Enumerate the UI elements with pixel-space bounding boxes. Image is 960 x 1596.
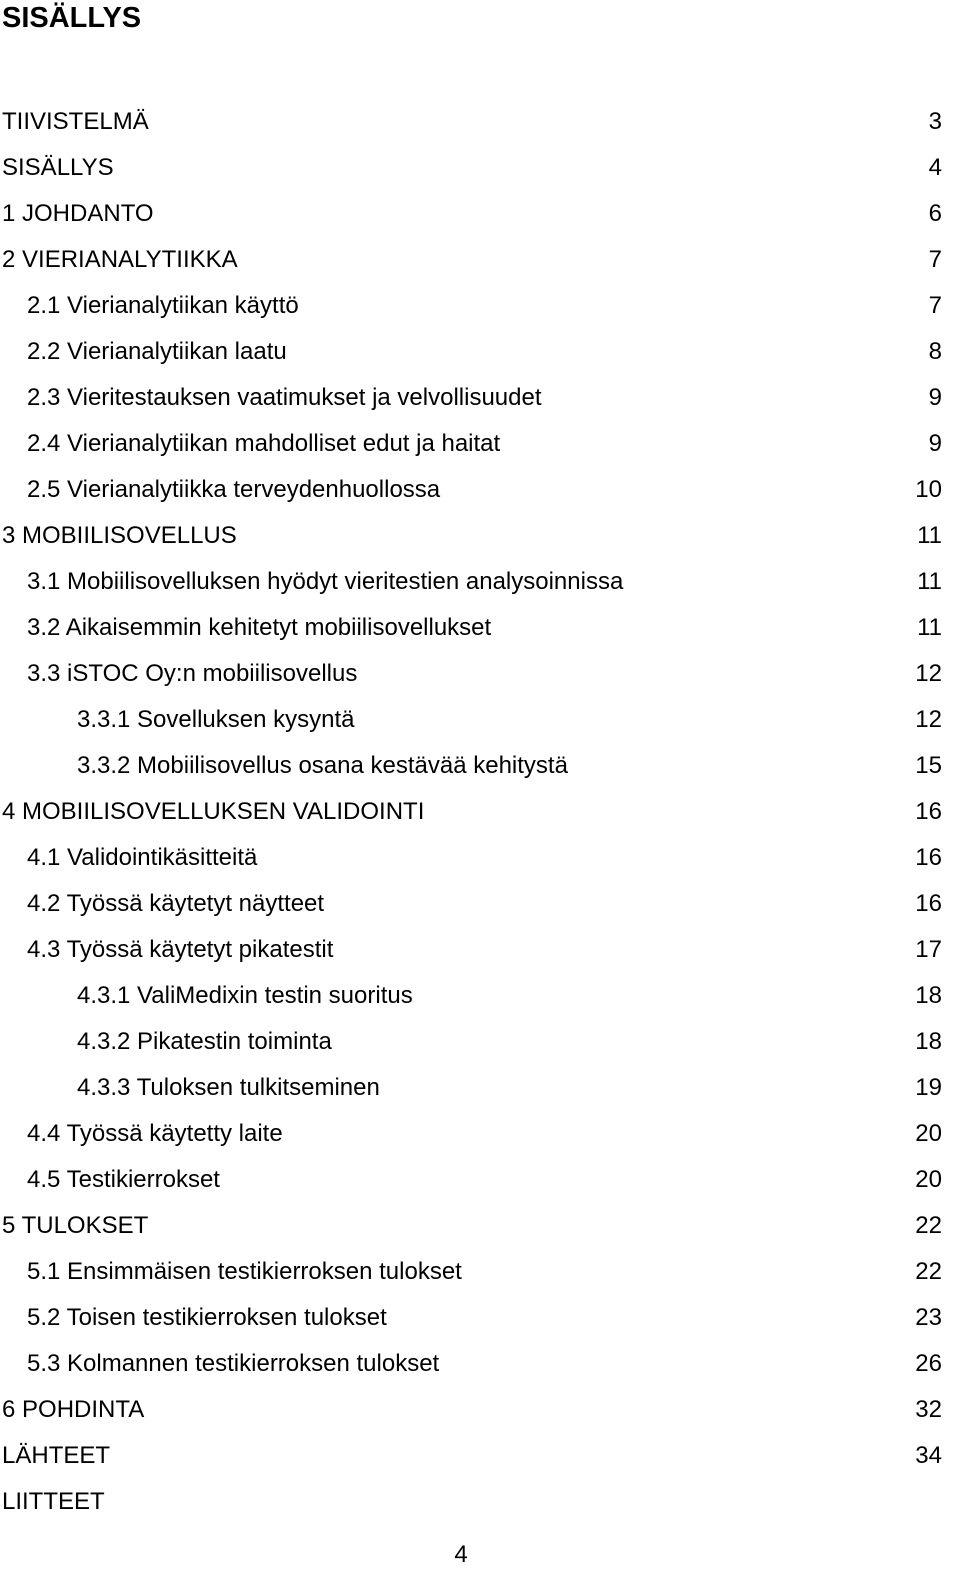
toc-entry[interactable] [0, 378, 960, 424]
toc-entry[interactable] [0, 654, 960, 700]
toc-entry-label: 4.5 Testikierrokset [27, 1166, 220, 1193]
toc-entry-page: 6 [928, 200, 942, 227]
toc-entry[interactable] [0, 1390, 960, 1436]
toc-entry[interactable] [0, 102, 960, 148]
toc-entry[interactable] [0, 148, 960, 194]
toc-entry-label: 4 MOBIILISOVELLUKSEN VALIDOINTI [2, 798, 425, 825]
toc-entry-label: 2.1 Vierianalytiikan käyttö [27, 292, 299, 319]
table-of-contents [0, 102, 960, 1528]
toc-entry-page: 20 [915, 1120, 942, 1147]
toc-entry-label: 5.2 Toisen testikierroksen tulokset [27, 1304, 387, 1331]
toc-entry-page: 26 [915, 1350, 942, 1377]
toc-entry-page: 22 [915, 1258, 942, 1285]
toc-entry-label: 2.4 Vierianalytiikan mahdolliset edut ja haitat [27, 430, 501, 457]
toc-entry-label: 3.2 Aikaisemmin kehitetyt mobiilisovellukset [27, 614, 492, 641]
toc-entry[interactable] [0, 286, 960, 332]
toc-entry[interactable] [0, 700, 960, 746]
toc-entry-label: 4.3 Työssä käytetyt pikatestit [27, 936, 334, 963]
toc-entry-page: 16 [915, 844, 942, 871]
toc-entry-page: 12 [915, 660, 942, 687]
toc-entry-label: 2.3 Vieritestauksen vaatimukset ja velvollisuudet [27, 384, 542, 411]
toc-entry-label: 2 VIERIANALYTIIKKA [2, 246, 238, 273]
toc-entry-label: 3.1 Mobiilisovelluksen hyödyt vieritestien analysoinnissa [27, 568, 624, 595]
toc-entry[interactable] [0, 1022, 960, 1068]
page-number: 4 [454, 1541, 468, 1568]
toc-entry[interactable] [0, 792, 960, 838]
toc-entry[interactable] [0, 1160, 960, 1206]
toc-entry-label: 3.3 iSTOC Oy:n mobiilisovellus [27, 660, 358, 687]
toc-entry-label: 4.2 Työssä käytetyt näytteet [27, 890, 325, 917]
toc-entry[interactable] [0, 470, 960, 516]
toc-entry[interactable] [0, 240, 960, 286]
toc-entry-label: 3.3.1 Sovelluksen kysyntä [77, 706, 355, 733]
toc-entry-page: 19 [915, 1074, 942, 1101]
toc-entry-label: 4.3.2 Pikatestin toiminta [77, 1028, 332, 1055]
toc-entry-page: 17 [915, 936, 942, 963]
toc-entry-page: 11 [917, 614, 942, 641]
toc-entry-page: 7 [928, 292, 942, 319]
toc-entry[interactable] [0, 1482, 960, 1528]
toc-entry-page: 20 [915, 1166, 942, 1193]
toc-entry[interactable] [0, 516, 960, 562]
toc-entry[interactable] [0, 976, 960, 1022]
toc-entry[interactable] [0, 1298, 960, 1344]
toc-entry-page: 34 [915, 1442, 942, 1469]
toc-entry-page: 9 [928, 384, 942, 411]
toc-entry-page: 8 [928, 338, 942, 365]
toc-entry-label: 5 TULOKSET [2, 1212, 149, 1239]
toc-entry-page: 12 [915, 706, 942, 733]
toc-entry-label: 3.3.2 Mobiilisovellus osana kestävää kehitystä [77, 752, 568, 779]
toc-entry[interactable] [0, 1206, 960, 1252]
toc-entry-page: 11 [917, 522, 942, 549]
toc-entry[interactable] [0, 194, 960, 240]
toc-entry-label: LIITTEET [2, 1488, 105, 1515]
toc-entry-page: 23 [915, 1304, 942, 1331]
toc-entry[interactable] [0, 424, 960, 470]
toc-entry[interactable] [0, 332, 960, 378]
toc-entry[interactable] [0, 1114, 960, 1160]
toc-entry-label: SISÄLLYS [2, 154, 114, 181]
toc-entry[interactable] [0, 562, 960, 608]
toc-entry-page: 18 [915, 1028, 942, 1055]
toc-entry-page: 22 [915, 1212, 942, 1239]
toc-entry-label: 3 MOBIILISOVELLUS [2, 522, 237, 549]
toc-entry-label: LÄHTEET [2, 1442, 111, 1469]
toc-entry-label: 5.3 Kolmannen testikierroksen tulokset [27, 1350, 440, 1377]
toc-entry-page: 9 [928, 430, 942, 457]
toc-entry[interactable] [0, 1436, 960, 1482]
toc-entry-label: 1 JOHDANTO [2, 200, 154, 227]
toc-entry-page: 15 [915, 752, 942, 779]
toc-entry-label: 4.1 Validointikäsitteitä [27, 844, 258, 871]
page-title: SISÄLLYS [2, 2, 142, 34]
toc-entry-label: 4.4 Työssä käytetty laite [27, 1120, 283, 1147]
toc-entry[interactable] [0, 746, 960, 792]
toc-entry-page: 4 [928, 154, 942, 181]
toc-entry-page: 16 [915, 798, 942, 825]
toc-entry[interactable] [0, 884, 960, 930]
toc-entry[interactable] [0, 608, 960, 654]
toc-entry-label: 4.3.1 ValiMedixin testin suoritus [77, 982, 413, 1009]
toc-entry-label: TIIVISTELMÄ [2, 108, 149, 135]
toc-entry-page: 18 [915, 982, 942, 1009]
toc-entry-label: 4.3.3 Tuloksen tulkitseminen [77, 1074, 380, 1101]
toc-entry[interactable] [0, 1344, 960, 1390]
toc-entry[interactable] [0, 930, 960, 976]
toc-entry[interactable] [0, 838, 960, 884]
toc-entry[interactable] [0, 1252, 960, 1298]
toc-entry-page: 7 [928, 246, 942, 273]
toc-entry-page: 3 [928, 108, 942, 135]
toc-entry-label: 2.5 Vierianalytiikka terveydenhuollossa [27, 476, 441, 503]
toc-entry-label: 6 POHDINTA [2, 1396, 145, 1423]
toc-entry-label: 5.1 Ensimmäisen testikierroksen tulokset [27, 1258, 462, 1285]
toc-entry-page: 10 [915, 476, 942, 503]
toc-entry-page: 32 [915, 1396, 942, 1423]
toc-entry[interactable] [0, 1068, 960, 1114]
toc-entry-label: 2.2 Vierianalytiikan laatu [27, 338, 287, 365]
toc-entry-page: 11 [917, 568, 942, 595]
toc-entry-page: 16 [915, 890, 942, 917]
